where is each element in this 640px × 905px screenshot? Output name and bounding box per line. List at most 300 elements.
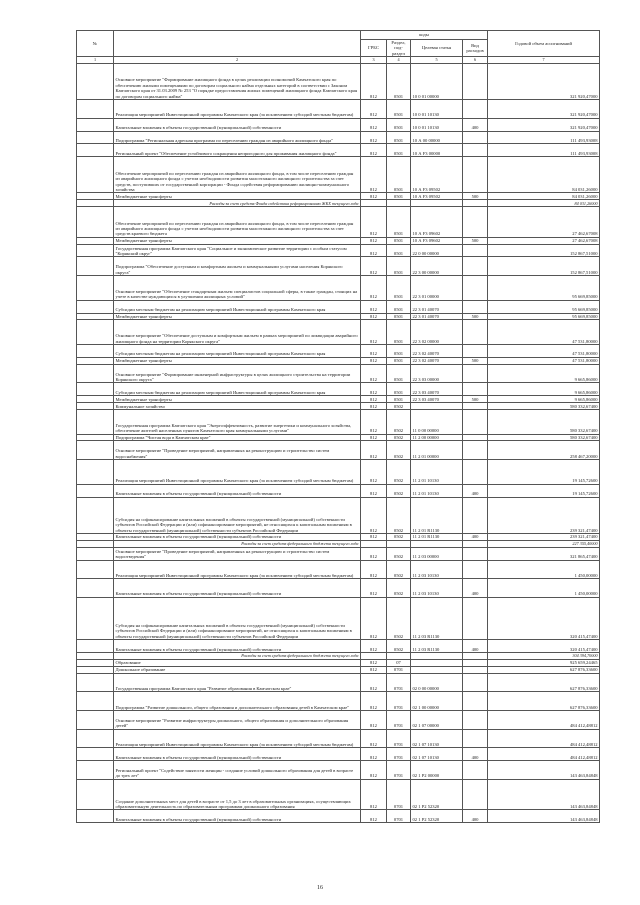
cell-vid bbox=[463, 345, 488, 358]
cell-razdel bbox=[387, 540, 411, 547]
note-row bbox=[77, 652, 600, 659]
cell-grbs: 812 bbox=[361, 560, 387, 579]
cell-sum: 152 867,51000 bbox=[488, 244, 600, 257]
cell-target: 10 А F3 09502 bbox=[411, 193, 463, 200]
cell-no bbox=[77, 237, 114, 244]
table-row bbox=[77, 547, 600, 560]
cell-sum: 321 920,47000 bbox=[488, 100, 600, 119]
cell-razdel: 0502 bbox=[387, 547, 411, 560]
cell-grbs: 812 bbox=[361, 434, 387, 441]
cell-razdel: 0502 bbox=[387, 460, 411, 485]
cell-name: Расходы за счет средств федерального бюджета текущего года bbox=[114, 652, 361, 659]
cell-sum: 321 865,47400 bbox=[488, 547, 600, 560]
cell-grbs: 812 bbox=[361, 63, 387, 99]
table-row bbox=[77, 434, 600, 441]
cell-sum: 143 463,84848 bbox=[488, 779, 600, 810]
cell-sum: 239 321,47400 bbox=[488, 497, 600, 533]
cell-name: Реализация мероприятий Инвестиционной программы Камчатского края (за исключением субсидий местным бюджетам) bbox=[114, 100, 361, 119]
cell-sum: 47 531,80000 bbox=[488, 357, 600, 364]
cell-grbs: 812 bbox=[361, 403, 387, 410]
cell-grbs: 812 bbox=[361, 547, 387, 560]
cell-no bbox=[77, 441, 114, 460]
table-row bbox=[77, 276, 600, 301]
cell-name: Обеспечение мероприятий по переселению граждан из аварийного жилищного фонда, в том числе переселению граждан из аварийного жилищного фонда с учетом необходимости развития малоэтажного жилищного строительства за счет средств, поступивших от государственной корпорации - Фонда содействия реформированию жилищно-коммунального хозяйства bbox=[114, 157, 361, 193]
cell-target: 11 2 00 00000 bbox=[411, 434, 463, 441]
cell-grbs: 812 bbox=[361, 666, 387, 673]
cell-sum: 320 415,47400 bbox=[488, 597, 600, 639]
cell-vid: 400 bbox=[463, 118, 488, 131]
cell-grbs: 812 bbox=[361, 533, 387, 540]
cell-vid bbox=[463, 711, 488, 730]
cell-sum: 84 031,26000 bbox=[488, 193, 600, 200]
table-row bbox=[77, 383, 600, 396]
header-vid: Вид расходов bbox=[463, 40, 488, 57]
cell-sum: 484 412,48812 bbox=[488, 748, 600, 761]
cell-razdel: 0701 bbox=[387, 729, 411, 748]
cell-vid bbox=[463, 144, 488, 157]
cell-grbs: 812 bbox=[361, 276, 387, 301]
cell-name: Основное мероприятие "Формирование жилищного фонда в целях реализации полномочий Камчатского края по обеспечению жилыми помещениями по договорам социального найма отдельных категорий в соответствии с Законом Камчатского края от 31.03.2009 № 253 "О порядке предоставления жилых помещений жилищного фонда Камчатского края по договорам социального найма" bbox=[114, 63, 361, 99]
col-num-5: 5 bbox=[411, 57, 463, 63]
cell-no bbox=[77, 131, 114, 144]
cell-target bbox=[411, 403, 463, 410]
cell-no bbox=[77, 810, 114, 823]
cell-no bbox=[77, 547, 114, 560]
cell-target: 22 3 02 40070 bbox=[411, 345, 463, 358]
cell-name: Межбюджетные трансферты bbox=[114, 357, 361, 364]
cell-sum: 95 669,85000 bbox=[488, 276, 600, 301]
cell-target: 02 1 00 00000 bbox=[411, 692, 463, 711]
cell-sum: 1 450,00000 bbox=[488, 560, 600, 579]
cell-no bbox=[77, 409, 114, 434]
cell-razdel: 0502 bbox=[387, 579, 411, 598]
table-row bbox=[77, 673, 600, 692]
cell-name: Межбюджетные трансферты bbox=[114, 237, 361, 244]
cell-target: 22 3 02 40070 bbox=[411, 357, 463, 364]
cell-vid: 500 bbox=[463, 193, 488, 200]
cell-vid: 400 bbox=[463, 484, 488, 497]
cell-name: Образование bbox=[114, 659, 361, 666]
cell-target: 10 А F3 09602 bbox=[411, 237, 463, 244]
col-num-4: 4 bbox=[387, 57, 411, 63]
cell-no bbox=[77, 193, 114, 200]
cell-no bbox=[77, 257, 114, 276]
cell-grbs: 812 bbox=[361, 409, 387, 434]
cell-razdel: 0501 bbox=[387, 237, 411, 244]
cell-razdel: 0501 bbox=[387, 244, 411, 257]
cell-grbs: 812 bbox=[361, 300, 387, 313]
cell-razdel: 0501 bbox=[387, 100, 411, 119]
budget-table bbox=[76, 30, 600, 823]
cell-razdel: 0501 bbox=[387, 207, 411, 238]
cell-name: Субсидии местным бюджетам на реализацию мероприятий Инвестиционной программы Камчатского края bbox=[114, 383, 361, 396]
cell-no bbox=[77, 157, 114, 193]
table-row bbox=[77, 640, 600, 653]
cell-no bbox=[77, 711, 114, 730]
cell-vid bbox=[463, 659, 488, 666]
cell-razdel: 0501 bbox=[387, 383, 411, 396]
cell-grbs: 812 bbox=[361, 131, 387, 144]
cell-target: 10 0 01 10130 bbox=[411, 118, 463, 131]
table-row bbox=[77, 257, 600, 276]
table-row bbox=[77, 357, 600, 364]
cell-no bbox=[77, 313, 114, 320]
cell-no bbox=[77, 533, 114, 540]
cell-razdel: 0701 bbox=[387, 810, 411, 823]
cell-vid: 400 bbox=[463, 533, 488, 540]
cell-target: 11 2 03 00000 bbox=[411, 547, 463, 560]
cell-grbs: 812 bbox=[361, 810, 387, 823]
cell-name: Подпрограмма "Региональная адресная программа по переселению граждан из аварийного жилищного фонда" bbox=[114, 131, 361, 144]
cell-grbs: 812 bbox=[361, 673, 387, 692]
cell-sum: 227 355,40000 bbox=[488, 540, 600, 547]
cell-vid bbox=[463, 207, 488, 238]
cell-name: Основное мероприятие "Обеспечение стандартным жильем специалистов социальной сферы, в также граждан, стоящих на учете в качестве нуждающихся в улучшении жилищных условий" bbox=[114, 276, 361, 301]
cell-name: Капитальные вложения в объекты государственной (муниципальной) собственности bbox=[114, 484, 361, 497]
cell-vid: 500 bbox=[463, 313, 488, 320]
cell-grbs: 812 bbox=[361, 383, 387, 396]
cell-name: Дошкольное образование bbox=[114, 666, 361, 673]
cell-name: Основное мероприятие "Формирование инженерной инфраструктуры в целях жилищного строительства на территории Корякского округа" bbox=[114, 364, 361, 383]
cell-vid bbox=[463, 257, 488, 276]
table-row bbox=[77, 748, 600, 761]
table-row bbox=[77, 729, 600, 748]
col-num-1: 1 bbox=[77, 57, 114, 63]
cell-vid bbox=[463, 729, 488, 748]
cell-no bbox=[77, 100, 114, 119]
cell-target: 10 0 01 10130 bbox=[411, 100, 463, 119]
cell-name: Основное мероприятие "Обеспечение доступным и комфортным жильем в рамках мероприятий по ликвидации аварийного жилищного фонда на территории Корякского округа" bbox=[114, 320, 361, 345]
cell-name: Государственная программа Камчатского края "Энергоэффективность, развитие энергетики и коммунального хозяйства, обеспечение жителей населенных пунктов Камчатского края коммунальными услугами" bbox=[114, 409, 361, 434]
cell-vid bbox=[463, 673, 488, 692]
cell-no bbox=[77, 118, 114, 131]
cell-vid bbox=[463, 460, 488, 485]
cell-sum: 258 467,20000 bbox=[488, 441, 600, 460]
cell-vid bbox=[463, 597, 488, 639]
cell-vid bbox=[463, 560, 488, 579]
cell-vid bbox=[463, 63, 488, 99]
cell-sum: 143 463,84848 bbox=[488, 761, 600, 780]
cell-grbs: 812 bbox=[361, 345, 387, 358]
cell-no bbox=[77, 364, 114, 383]
table-row bbox=[77, 761, 600, 780]
cell-name: Субсидия на софинансирование капитальных вложений в объекты государственной (муниципальной) собственности субъектов Российской Федерации и (или) софинансирование мероприятий, не относящихся к капитальным вложениям в объекты государственной (муниципальной) собственности субъектов Российской Федерации bbox=[114, 597, 361, 639]
table-row bbox=[77, 441, 600, 460]
cell-sum: 580 332,67400 bbox=[488, 434, 600, 441]
table-row bbox=[77, 484, 600, 497]
cell-vid bbox=[463, 409, 488, 434]
cell-target: 22 3 01 40070 bbox=[411, 300, 463, 313]
cell-grbs: 812 bbox=[361, 779, 387, 810]
cell-no bbox=[77, 144, 114, 157]
cell-target: 11 2 03 10130 bbox=[411, 579, 463, 598]
cell-grbs: 812 bbox=[361, 659, 387, 666]
cell-razdel: 0701 bbox=[387, 692, 411, 711]
cell-vid: 500 bbox=[463, 357, 488, 364]
cell-target: 11 2 01 10130 bbox=[411, 484, 463, 497]
cell-target bbox=[411, 200, 463, 207]
table-row bbox=[77, 409, 600, 434]
table-row bbox=[77, 597, 600, 639]
cell-grbs bbox=[361, 200, 387, 207]
cell-razdel: 0502 bbox=[387, 484, 411, 497]
cell-vid bbox=[463, 100, 488, 119]
cell-target: 11 2 03 R1130 bbox=[411, 640, 463, 653]
cell-razdel: 0502 bbox=[387, 497, 411, 533]
cell-name: Основное мероприятие "Развитие инфраструктуры дошкольного, общего образования и дополнительного образования детей" bbox=[114, 711, 361, 730]
table-row bbox=[77, 560, 600, 579]
table-row bbox=[77, 460, 600, 485]
cell-razdel: 0501 bbox=[387, 357, 411, 364]
cell-name: Коммунальное хозяйство bbox=[114, 403, 361, 410]
cell-sum: 47 531,80000 bbox=[488, 345, 600, 358]
cell-no bbox=[77, 497, 114, 533]
cell-no bbox=[77, 276, 114, 301]
cell-no bbox=[77, 560, 114, 579]
cell-target: 22 3 03 40070 bbox=[411, 396, 463, 403]
cell-sum: 580 332,67400 bbox=[488, 409, 600, 434]
cell-no bbox=[77, 383, 114, 396]
cell-razdel: 0501 bbox=[387, 257, 411, 276]
cell-razdel: 0502 bbox=[387, 434, 411, 441]
cell-grbs: 812 bbox=[361, 157, 387, 193]
cell-vid bbox=[463, 761, 488, 780]
note-row bbox=[77, 200, 600, 207]
cell-grbs: 812 bbox=[361, 460, 387, 485]
table-row bbox=[77, 533, 600, 540]
cell-sum: 27 462,67008 bbox=[488, 207, 600, 238]
cell-name: Капитальные вложения в объекты государственной (муниципальной) собственности bbox=[114, 640, 361, 653]
cell-name: Обеспечение мероприятий по переселению граждан из аварийного жилищного фонда, в том числе переселению граждан из аварийного жилищного фонда с учетом необходимости развития малоэтажного жилищного строительства за счет средств краевого бюджета bbox=[114, 207, 361, 238]
cell-grbs: 812 bbox=[361, 761, 387, 780]
cell-grbs: 812 bbox=[361, 313, 387, 320]
cell-no bbox=[77, 357, 114, 364]
cell-target: 02 1 P2 52320 bbox=[411, 810, 463, 823]
cell-target: 11 2 01 00000 bbox=[411, 441, 463, 460]
cell-razdel: 0501 bbox=[387, 63, 411, 99]
cell-no bbox=[77, 579, 114, 598]
cell-razdel: 0501 bbox=[387, 300, 411, 313]
cell-razdel: 0701 bbox=[387, 673, 411, 692]
cell-grbs: 812 bbox=[361, 396, 387, 403]
table-row bbox=[77, 207, 600, 238]
cell-no bbox=[77, 761, 114, 780]
col-num-3: 3 bbox=[361, 57, 387, 63]
table-row bbox=[77, 364, 600, 383]
cell-vid: 500 bbox=[463, 396, 488, 403]
cell-razdel: 0501 bbox=[387, 157, 411, 193]
cell-razdel: 0501 bbox=[387, 396, 411, 403]
table-row bbox=[77, 345, 600, 358]
cell-razdel: 0501 bbox=[387, 193, 411, 200]
header-grbs: ГРБС bbox=[361, 40, 387, 57]
cell-no bbox=[77, 729, 114, 748]
cell-razdel: 0501 bbox=[387, 313, 411, 320]
cell-name: Государственная программа Камчатского края "Социальное и экономическое развитие территории с особым статусом "Корякский округ" bbox=[114, 244, 361, 257]
cell-sum: 111 493,93008 bbox=[488, 131, 600, 144]
cell-grbs: 812 bbox=[361, 193, 387, 200]
cell-grbs: 812 bbox=[361, 118, 387, 131]
cell-target: 10 0 01 00000 bbox=[411, 63, 463, 99]
cell-sum: 95 669,85000 bbox=[488, 300, 600, 313]
col-num-7: 7 bbox=[488, 57, 600, 63]
cell-name: Межбюджетные трансферты bbox=[114, 396, 361, 403]
col-num-6: 6 bbox=[463, 57, 488, 63]
cell-name: Реализация мероприятий Инвестиционной программы Камчатского края (за исключением субсидий местным бюджетам) bbox=[114, 560, 361, 579]
cell-vid: 400 bbox=[463, 810, 488, 823]
cell-target: 02 0 00 00000 bbox=[411, 673, 463, 692]
cell-vid bbox=[463, 244, 488, 257]
cell-razdel bbox=[387, 200, 411, 207]
table-row bbox=[77, 244, 600, 257]
cell-sum: 320 415,47400 bbox=[488, 640, 600, 653]
cell-name: Основное мероприятие "Проведение мероприятий, направленных на реконструкцию и строительство систем водоснабжения" bbox=[114, 441, 361, 460]
cell-grbs: 812 bbox=[361, 711, 387, 730]
cell-grbs: 812 bbox=[361, 597, 387, 639]
cell-razdel: 0502 bbox=[387, 533, 411, 540]
cell-grbs: 812 bbox=[361, 207, 387, 238]
cell-sum: 925 659,24465 bbox=[488, 659, 600, 666]
table-row bbox=[77, 300, 600, 313]
table-row bbox=[77, 692, 600, 711]
cell-target: 02 1 P2 00000 bbox=[411, 761, 463, 780]
cell-target: 02 1 07 00000 bbox=[411, 711, 463, 730]
cell-target bbox=[411, 652, 463, 659]
cell-name: Региональный проект "Обеспечение устойчивого сокращения непригодного для проживания жилищного фонда" bbox=[114, 144, 361, 157]
table-row bbox=[77, 497, 600, 533]
cell-name: Капитальные вложения в объекты государственной (муниципальной) собственности bbox=[114, 579, 361, 598]
cell-no bbox=[77, 692, 114, 711]
cell-vid: 400 bbox=[463, 640, 488, 653]
cell-target: 22 3 01 00000 bbox=[411, 276, 463, 301]
cell-name: Создание дополнительных мест для детей в возрасте от 1,5 до 3 лет в образовательных организациях, осуществляющих образовательную деятельность по образовательным программам дошкольного образования bbox=[114, 779, 361, 810]
cell-target: 02 1 P2 52320 bbox=[411, 779, 463, 810]
cell-razdel: 0502 bbox=[387, 441, 411, 460]
cell-target bbox=[411, 659, 463, 666]
cell-grbs bbox=[361, 540, 387, 547]
cell-razdel: 0501 bbox=[387, 144, 411, 157]
cell-name: Субсидия на софинансирование капитальных вложений в объекты государственной (муниципальной) собственности субъектов Российской Федерации и (или) софинансирование мероприятий, не относящихся к капитальным вложениям в объекты государственной (муниципальной) собственности субъектов Российской Федерации bbox=[114, 497, 361, 533]
table-row bbox=[77, 810, 600, 823]
cell-name: Реализация мероприятий Инвестиционной программы Камчатского края (за исключением субсидий местным бюджетам) bbox=[114, 729, 361, 748]
cell-grbs: 812 bbox=[361, 357, 387, 364]
cell-sum: 484 412,48812 bbox=[488, 729, 600, 748]
table-row bbox=[77, 100, 600, 119]
cell-sum: 580 332,67400 bbox=[488, 403, 600, 410]
header-razdel: Раздел, под-раздел bbox=[387, 40, 411, 57]
cell-razdel: 0701 bbox=[387, 779, 411, 810]
cell-vid bbox=[463, 547, 488, 560]
note-row bbox=[77, 540, 600, 547]
cell-target: 11 2 03 R1130 bbox=[411, 597, 463, 639]
cell-target: 11 2 01 R1130 bbox=[411, 533, 463, 540]
cell-vid: 400 bbox=[463, 748, 488, 761]
cell-no bbox=[77, 396, 114, 403]
cell-razdel: 0502 bbox=[387, 640, 411, 653]
cell-vid bbox=[463, 540, 488, 547]
cell-vid bbox=[463, 276, 488, 301]
header-sum: Годовой объем ассигнований bbox=[488, 31, 600, 57]
header-name bbox=[114, 31, 361, 57]
cell-target bbox=[411, 666, 463, 673]
cell-razdel: 0701 bbox=[387, 748, 411, 761]
cell-name: Подпрограмма "Чистая вода в Камчатском крае" bbox=[114, 434, 361, 441]
cell-vid bbox=[463, 200, 488, 207]
table-row bbox=[77, 579, 600, 598]
cell-target: 11 2 01 10130 bbox=[411, 460, 463, 485]
cell-razdel: 0502 bbox=[387, 409, 411, 434]
cell-sum: 627 876,33600 bbox=[488, 673, 600, 692]
cell-target: 10 А F3 09602 bbox=[411, 207, 463, 238]
cell-vid bbox=[463, 131, 488, 144]
cell-target: 22 3 03 40070 bbox=[411, 383, 463, 396]
header-codes: коды bbox=[361, 31, 488, 40]
cell-sum: 1 450,00000 bbox=[488, 579, 600, 598]
table-row bbox=[77, 144, 600, 157]
col-num-2: 2 bbox=[114, 57, 361, 63]
cell-grbs: 812 bbox=[361, 364, 387, 383]
cell-no bbox=[77, 540, 114, 547]
cell-grbs: 812 bbox=[361, 640, 387, 653]
cell-name: Капитальные вложения в объекты государственной (муниципальной) собственности bbox=[114, 533, 361, 540]
cell-target bbox=[411, 540, 463, 547]
cell-sum: 9 665,86000 bbox=[488, 396, 600, 403]
cell-grbs: 812 bbox=[361, 484, 387, 497]
cell-grbs: 812 bbox=[361, 692, 387, 711]
cell-no bbox=[77, 460, 114, 485]
cell-razdel: 0501 bbox=[387, 276, 411, 301]
cell-razdel: 0502 bbox=[387, 403, 411, 410]
cell-vid bbox=[463, 157, 488, 193]
cell-vid bbox=[463, 383, 488, 396]
cell-razdel: 0501 bbox=[387, 320, 411, 345]
table-row bbox=[77, 403, 600, 410]
cell-name: Расходы за счет средств Фонда содействия реформированию ЖКХ текущего года bbox=[114, 200, 361, 207]
cell-vid bbox=[463, 652, 488, 659]
cell-sum: 321 920,47000 bbox=[488, 63, 600, 99]
cell-no bbox=[77, 200, 114, 207]
cell-sum: 47 531,80000 bbox=[488, 320, 600, 345]
cell-vid bbox=[463, 692, 488, 711]
cell-no bbox=[77, 207, 114, 238]
cell-grbs bbox=[361, 652, 387, 659]
cell-name: Межбюджетные трансферты bbox=[114, 193, 361, 200]
cell-sum: 484 412,48812 bbox=[488, 711, 600, 730]
cell-no bbox=[77, 659, 114, 666]
cell-no bbox=[77, 673, 114, 692]
cell-name: Межбюджетные трансферты bbox=[114, 313, 361, 320]
cell-target: 22 3 03 00000 bbox=[411, 364, 463, 383]
cell-vid bbox=[463, 779, 488, 810]
cell-target: 22 3 01 40070 bbox=[411, 313, 463, 320]
cell-name: Региональный проект "Содействие занятости женщин - создание условий дошкольного образования для детей в возрасте до трех лет" bbox=[114, 761, 361, 780]
cell-razdel: 0701 bbox=[387, 761, 411, 780]
header-target: Целевая статья bbox=[411, 40, 463, 57]
cell-sum: 27 462,67008 bbox=[488, 237, 600, 244]
cell-sum: 84 031,26000 bbox=[488, 157, 600, 193]
cell-no bbox=[77, 244, 114, 257]
cell-name: Субсидии местным бюджетам на реализацию мероприятий Инвестиционной программы Камчатского края bbox=[114, 345, 361, 358]
cell-no bbox=[77, 63, 114, 99]
cell-name: Расходы за счет средств федерального бюджета текущего года bbox=[114, 540, 361, 547]
cell-grbs: 812 bbox=[361, 244, 387, 257]
cell-no bbox=[77, 640, 114, 653]
cell-target: 10 А F3 00000 bbox=[411, 144, 463, 157]
budget-table-page bbox=[76, 30, 599, 823]
cell-target: 22 0 00 00000 bbox=[411, 244, 463, 257]
cell-grbs: 812 bbox=[361, 729, 387, 748]
cell-vid: 500 bbox=[463, 237, 488, 244]
